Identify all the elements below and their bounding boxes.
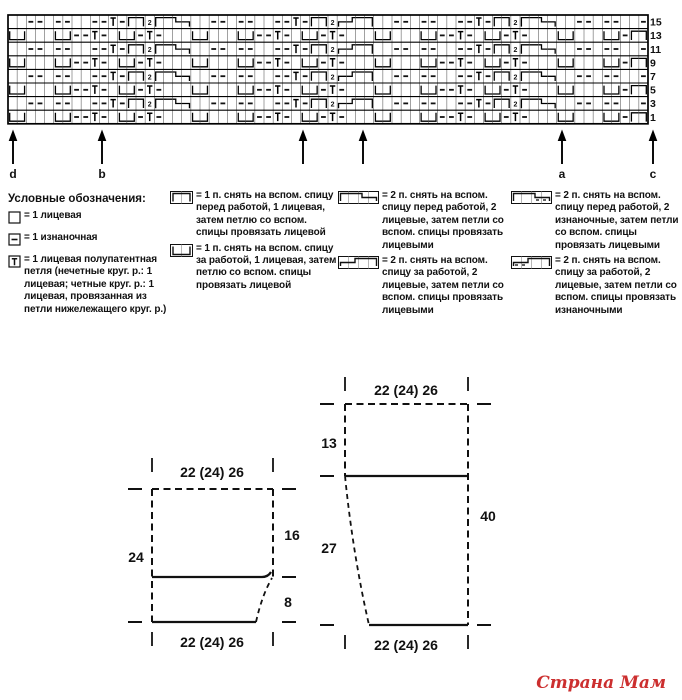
purl-symbol-icon [8, 232, 21, 251]
cable-1-1-front-icon [170, 190, 193, 209]
repeat-arrow-label: d [9, 167, 17, 181]
legend-column-1 [8, 193, 168, 319]
legend-item-cable-2-2-front-purl [511, 190, 682, 252]
right-lower-height-label: 27 [321, 540, 337, 556]
left-mid-line [152, 572, 271, 577]
svg-text:2: 2 [330, 101, 335, 109]
chart-row-number: 15 [650, 16, 662, 29]
cable-2-2-front-icon [338, 190, 379, 209]
right-total-height-label: 40 [480, 508, 496, 524]
chart-row-number: 5 [650, 84, 656, 97]
svg-text:2: 2 [147, 20, 152, 27]
legend-title: Условные обозначения: [8, 193, 146, 205]
repeat-arrow-icon [9, 130, 18, 142]
schematic-left-piece [128, 458, 300, 650]
svg-text:2: 2 [513, 74, 518, 82]
svg-text:2: 2 [147, 74, 152, 82]
left-height-label: 24 [128, 549, 144, 565]
legend-item-cable-2-2-back-purl [511, 255, 682, 317]
legend-column-3 [338, 190, 511, 320]
legend-item-text: = 1 изнаночная [24, 232, 98, 243]
right-slant-edge [345, 476, 369, 625]
patent-stitch-symbol-icon [8, 254, 21, 273]
repeat-arrow-icon [359, 130, 368, 142]
chart-row-number: 9 [650, 57, 656, 70]
legend-item-text: = 1 лицевая полупатентная петля (нечетные круг. р.: 1 лицевая; четные круг. р.: 1 лицевая, провязанная из петли нижележащего круг. р.) [24, 254, 167, 315]
repeat-arrow-icon [299, 130, 308, 142]
right-width-top-label: 22 (24) 26 [374, 382, 438, 398]
legend-item-text: = 1 лицевая [24, 210, 82, 221]
svg-text:2: 2 [330, 20, 335, 27]
left-width-bottom-label: 22 (24) 26 [180, 634, 244, 650]
chart-row-number: 1 [650, 111, 656, 124]
repeat-arrow-label: c [649, 167, 657, 181]
repeat-arrow-icon [649, 130, 658, 142]
svg-text:2: 2 [147, 47, 152, 55]
legend-column-4 [511, 190, 682, 320]
left-upper-height-label: 16 [284, 527, 300, 543]
cable-1-1-back-icon [170, 243, 193, 262]
legend-column-2 [170, 190, 337, 295]
repeat-arrow-label: a [558, 167, 566, 181]
cable-2-2-back-icon [338, 255, 379, 274]
left-lower-height-label: 8 [284, 594, 292, 610]
legend-item-text: = 2 п. снять на вспом. спицу за работой, 2 лицевые, затем петли со вспом. спицы провязать лицевыми [382, 254, 504, 316]
legend-item-text: = 2 п. снять на вспом. спицу перед работой, 2 лицевые, затем петли со вспом. спицы провязать лицевыми [382, 190, 504, 251]
svg-text:2: 2 [330, 74, 335, 82]
cable-2-2-front-purl-icon [511, 190, 552, 209]
chart-row-number: 7 [650, 71, 656, 83]
svg-text:2: 2 [330, 47, 335, 55]
cable-2-2-back-purl-icon [511, 255, 552, 274]
legend-item-cable-1-1-front [170, 190, 337, 240]
repeat-arrow-icon [558, 130, 567, 142]
svg-text:2: 2 [513, 20, 518, 27]
repeat-arrow-label: b [98, 167, 106, 181]
legend-item-patent [8, 254, 168, 316]
right-width-bottom-label: 22 (24) 26 [374, 637, 438, 653]
svg-text:2: 2 [513, 101, 518, 109]
schematic-right-piece [320, 377, 496, 653]
knitting-chart [0, 0, 682, 186]
knit-symbol-icon [8, 210, 21, 229]
left-width-top-label: 22 (24) 26 [180, 464, 244, 480]
chart-row-number: 11 [650, 43, 662, 56]
legend-item-knit [8, 210, 168, 229]
right-upper-height-label: 13 [321, 435, 337, 451]
legend-item-cable-2-2-front [338, 190, 511, 252]
legend-item-cable-2-2-back [338, 255, 511, 317]
legend-item-text: = 1 п. снять на вспом. спицу перед работой, 1 лицевая, затем петлю со вспом. спицы провязать лицевой [196, 190, 334, 239]
svg-text:2: 2 [513, 47, 518, 55]
legend-item-text: = 1 п. снять на вспом. спицу за работой, 1 лицевая, затем петлю со вспом. спицы провязать лицевой [196, 242, 337, 291]
legend-item-purl [8, 232, 168, 251]
legend-item-cable-1-1-back [170, 243, 337, 293]
left-curve-edge [256, 578, 272, 622]
svg-text:2: 2 [147, 101, 152, 109]
schematic-diagrams [0, 365, 682, 665]
chart-row-number: 3 [650, 98, 656, 111]
legend-item-text: = 2 п. снять на вспом. спицу за работой, 2 лицевые, затем петли со вспом. спицы провязать изнаночными [555, 254, 677, 316]
repeat-arrow-icon [98, 130, 107, 142]
watermark: Страна Мам [536, 673, 666, 693]
chart-row-number: 13 [650, 30, 662, 43]
legend-item-text: = 2 п. снять на вспом. спицу перед работой, 2 изнаночные, затем петли со вспом. спицы провязать лицевыми [555, 190, 679, 251]
